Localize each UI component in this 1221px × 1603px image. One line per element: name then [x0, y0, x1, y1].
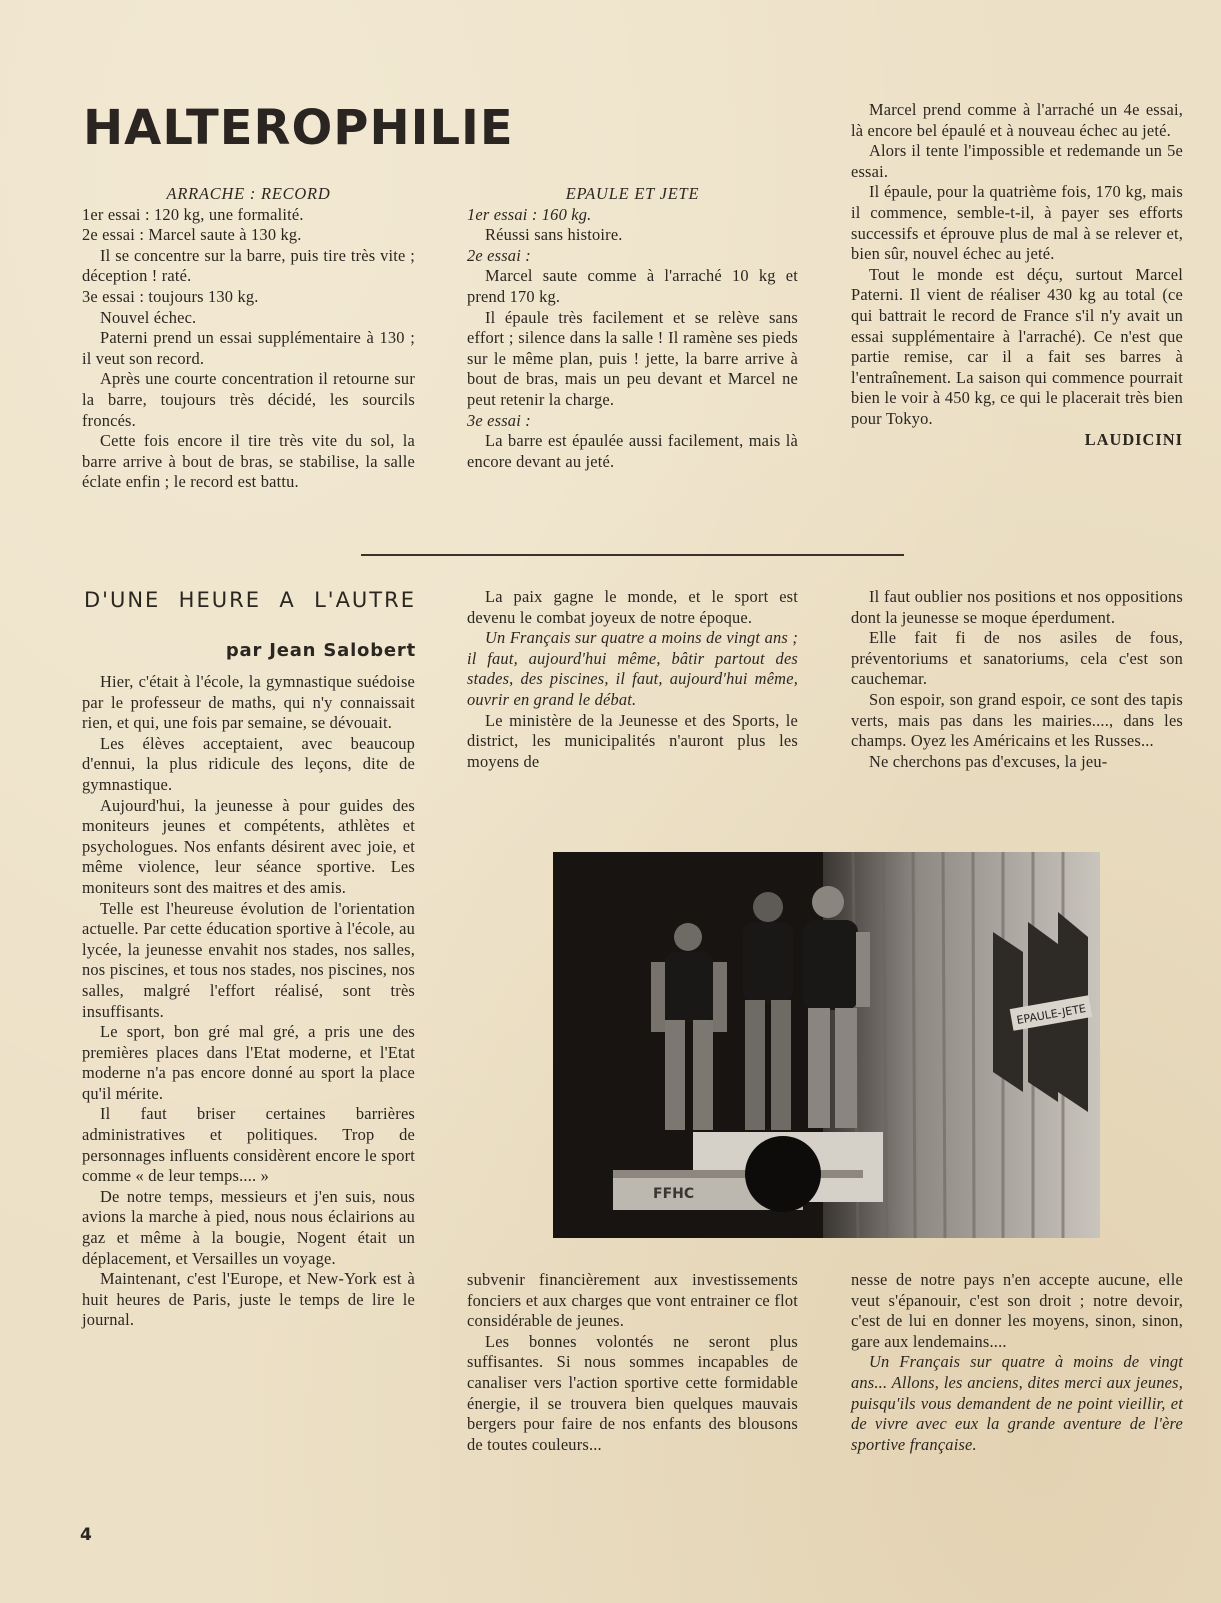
byline: par Jean Salobert: [225, 640, 416, 661]
paragraph: La paix gagne le monde, et le sport est devenu le combat joyeux de notre époque.: [467, 587, 798, 627]
snatch-subtitle: ARRACHE : RECORD: [166, 184, 331, 203]
paragraph: Un Français sur quatre à moins de vingt ans... Allons, les anciens, dites merci aux jeunes, puisqu'ils vous demandent de ne point vieillir, et de vivre avec eux la grande aventure de l'ère sportive française.: [851, 1352, 1183, 1454]
paragraph: Marcel prend comme à l'arraché un 4e essai, là encore bel épaulé et à nouveau échec au jeté.: [851, 100, 1183, 140]
clean-jerk-subtitle: EPAULE ET JETE: [565, 184, 700, 203]
paragraph: La barre est épaulée aussi facilement, mais là encore devant au jeté.: [467, 431, 798, 471]
clean-jerk-column: [467, 184, 798, 472]
paragraph: Il faut oublier nos positions et nos oppositions dont la jeunesse se moque éperdument.: [851, 587, 1183, 627]
paragraph: Le sport, bon gré mal gré, a pris une des premières places dans l'Etat moderne, et l'Etat moderne n'a pas encore donné au sport la place qu'il mérite.: [82, 1022, 415, 1103]
section-divider: [361, 554, 904, 556]
paragraph: Nouvel échec.: [100, 307, 197, 327]
photo-banner: EPAULE-JETE: [1015, 1002, 1087, 1027]
paragraph: 3e essai :: [467, 410, 531, 430]
paragraph: De notre temps, messieurs et j'en suis, nous avions la marche à pied, nous nous éclairions au gaz et même à la bougie, Nogent était un déplacement, et Versailles un voyage.: [82, 1186, 415, 1268]
paragraph: Alors il tente l'impossible et redemande un 5e essai.: [851, 141, 1183, 181]
paragraph: Le ministère de la Jeunesse et des Sports, le district, les municipalités n'auront plus les moyens de: [467, 710, 798, 771]
snatch-column: [82, 184, 415, 493]
podium-photo: [553, 852, 1100, 1238]
paragraph: Elle fait fi de nos asiles de fous, préventoriums et sanatoriums, cela c'est son cauchemar.: [851, 628, 1183, 689]
paragraph: Après une courte concentration il retourne sur la barre, toujours très décidé, les sourcils froncés.: [82, 369, 415, 430]
paragraph: Il épaule très facilement et se relève sans effort ; silence dans la salle ! Il ramène ses pieds sur le même plan, puis ! jette, la barre arrive à bout de bras, mais un peu devant et Marcel ne peut retenir la charge.: [467, 307, 798, 409]
paragraph: Il se concentre sur la barre, puis tire très vite ; déception ! raté.: [82, 245, 415, 286]
paragraph: Maintenant, c'est l'Europe, et New-York est à huit heures de Paris, juste le temps de lire le journal.: [82, 1269, 415, 1330]
paragraph: Paterni prend un essai supplémentaire à 130 ; il veut son record.: [82, 328, 415, 368]
article-title-2: D'UNE HEURE A L'AUTRE: [84, 588, 416, 612]
paragraph: Les bonnes volontés ne seront plus suffisantes. Si nous sommes incapables de canaliser vers l'action sportive cette formidable énergie, il se trouvera bien quelques mauvais bergers pour faire de nos enfants des blousons de toutes couleurs...: [467, 1331, 798, 1454]
paragraph: Hier, c'était à l'école, la gymnastique suédoise par le professeur de maths, qui n'y connaissait rien, et qui, une fois par semaine, se dévouait.: [82, 672, 415, 733]
paragraph: Il épaule, pour la quatrième fois, 170 kg, mais il commence, semble-t-il, à payer ses efforts successifs et éprouve plus de mal à se relever et, bien sûr, nouvel échec au jeté.: [851, 182, 1183, 264]
paragraph: nesse de notre pays n'en accepte aucune, elle veut s'épanouir, c'est son droit ; notre devoir, c'est de lui en donner les moyens, sinon, sinon, gare aux lendemains....: [851, 1270, 1183, 1351]
podium-photo-image: [553, 852, 1100, 1238]
paragraph: Son espoir, son grand espoir, ce sont des tapis verts, mais pas dans les mairies...., dans les champs. Oyez les Américains et les Russes...: [851, 689, 1183, 751]
essay-column-2-bottom: [467, 1270, 798, 1455]
paragraph: Marcel saute comme à l'arraché 10 kg et prend 170 kg.: [467, 266, 798, 306]
essay-column-1: [82, 672, 415, 1331]
paragraph: Il faut briser certaines barrières administratives et politiques. Trop de personnages influents considèrent encore le sport comme « de leur temps.... »: [82, 1104, 415, 1186]
author-signature: LAUDICINI: [1084, 429, 1183, 449]
paragraph: Aujourd'hui, la jeunesse à pour guides des moniteurs jeunes et compétents, athlètes et psychologues. Nos enfants désirent avec joie, et même violence, leur séance sportive. Les moniteurs sont des maitres et des amis.: [82, 795, 415, 897]
result-column: [851, 100, 1183, 450]
paragraph: 2e essai : Marcel saute à 130 kg.: [82, 225, 302, 245]
paragraph: Cette fois encore il tire très vite du sol, la barre arrive à bout de bras, se stabilise, la salle éclate enfin ; le record est battu.: [82, 431, 415, 492]
essay-column-2-top: [467, 587, 798, 772]
paragraph: subvenir financièrement aux investissements fonciers et aux charges que vont entrainer ce flot considérable de jeunes.: [467, 1270, 798, 1331]
photo-plate-text: FFHC: [653, 1186, 695, 1202]
paragraph: Tout le monde est déçu, surtout Marcel Paterni. Il vient de réaliser 430 kg au total (ce qui battrait le record de France s'il n'y avait un essai supplémentaire à l'arraché). Ce n'est que partie remise, car il a fait ses barres à l'entraînement. La saison qui commence pourrait bien le voir à 450 kg, ce qui le placerait très bien pour Tokyo.: [851, 264, 1183, 428]
paragraph: Un Français sur quatre a moins de vingt ans ; il faut, aujourd'hui même, bâtir partout des stades, des piscines, il faut, aujourd'hui même, ouvrir en grand le débat.: [467, 628, 798, 709]
paragraph: 1er essai : 160 kg.: [467, 204, 592, 224]
paragraph: Telle est l'heureuse évolution de l'orientation actuelle. Par cette éducation sportive à l'école, au lycée, la jeunesse envahit nos stades, nos salles, nos piscines, et tous nos stades, nos piscines, nos salles, malgré l'effort réalisé, sont très insuffisants.: [82, 898, 415, 1021]
page-number: 4: [80, 1525, 92, 1545]
paragraph: 3e essai : toujours 130 kg.: [82, 286, 259, 306]
essay-column-3-top: [851, 587, 1183, 772]
paragraph: Ne cherchons pas d'excuses, la jeu-: [869, 751, 1108, 771]
paragraph: Réussi sans histoire.: [485, 225, 623, 245]
essay-column-3-bottom: [851, 1270, 1183, 1455]
paragraph: 2e essai :: [467, 245, 531, 265]
paragraph: 1er essai : 120 kg, une formalité.: [82, 204, 304, 224]
paragraph: Les élèves acceptaient, avec beaucoup d'ennui, la plus ridicule des leçons, dite de gymnastique.: [82, 733, 415, 794]
article-title: HALTEROPHILIE: [83, 100, 514, 156]
